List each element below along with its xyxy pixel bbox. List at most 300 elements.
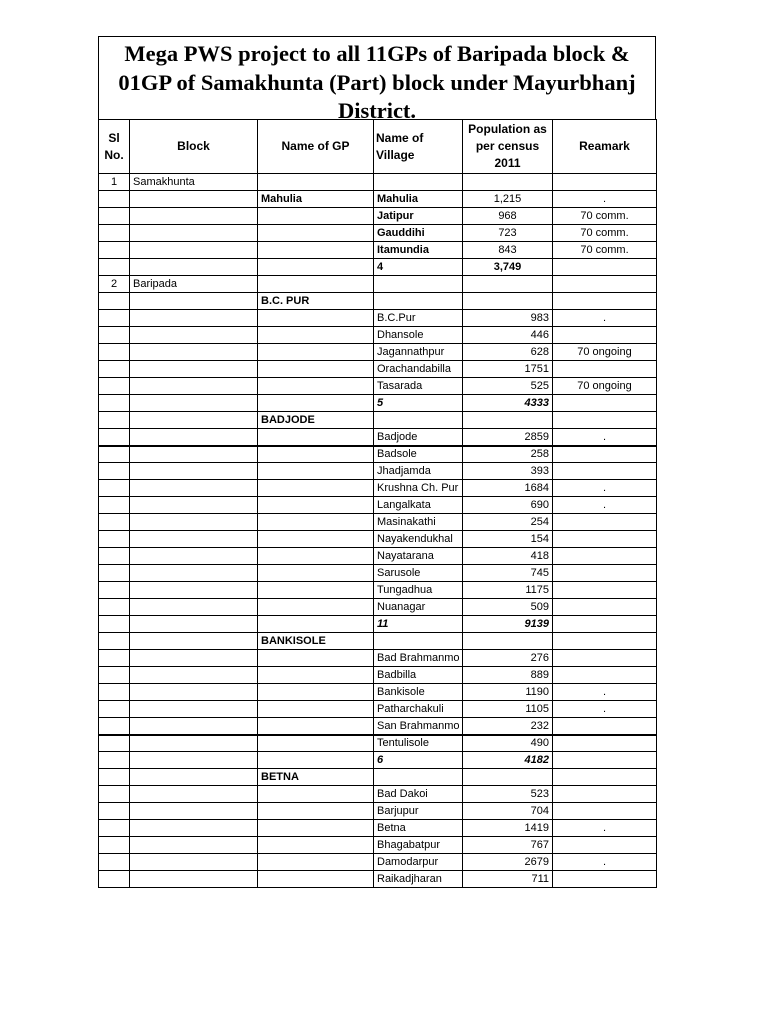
village-name-cell: Bad Dakoi [374,786,463,803]
village-name-cell: Masinakathi [374,514,463,531]
population-cell: 393 [463,463,553,480]
population-cell: 1684 [463,480,553,497]
gp-name-cell [258,463,374,480]
remark-cell: 70 comm. [553,225,657,242]
village-name-cell: Itamundia [374,242,463,259]
population-cell: 1190 [463,684,553,701]
table-row [99,412,657,429]
remark-cell [553,548,657,565]
village-name-cell: Sarusole [374,565,463,582]
remark-cell: . [553,820,657,837]
remark-cell [553,599,657,616]
gp-name-cell [258,820,374,837]
remark-cell: . [553,310,657,327]
block-cell [130,259,258,276]
population-cell: 1,215 [463,191,553,208]
village-name-cell [374,633,463,650]
village-name-cell: Raikadjharan [374,871,463,888]
table-row [99,769,657,786]
table-row [99,429,657,446]
block-cell [130,412,258,429]
gp-name-cell [258,514,374,531]
remark-cell [553,582,657,599]
sl-no-cell [99,463,130,480]
gp-name-cell [258,344,374,361]
remark-cell [553,871,657,888]
sl-no-cell [99,599,130,616]
village-name-cell: Bhagabatpur [374,837,463,854]
population-cell [463,174,553,191]
remark-cell [553,259,657,276]
block-cell [130,480,258,497]
block-cell [130,871,258,888]
gp-name-cell [258,871,374,888]
remark-cell [553,837,657,854]
remark-cell [553,752,657,769]
village-name-cell: Langalkata [374,497,463,514]
sl-no-cell [99,769,130,786]
village-name-cell: Nayatarana [374,548,463,565]
table-row [99,701,657,718]
village-name-cell: Nuanagar [374,599,463,616]
table-row [99,259,657,276]
village-name-cell: Mahulia [374,191,463,208]
sl-no-cell [99,718,130,735]
village-name-cell: Barjupur [374,803,463,820]
population-cell: 446 [463,327,553,344]
gp-name-cell [258,259,374,276]
gp-name-cell [258,242,374,259]
gp-name-cell: B.C. PUR [258,293,374,310]
population-cell: 690 [463,497,553,514]
gp-name-cell [258,599,374,616]
block-cell [130,633,258,650]
remark-cell [553,718,657,735]
gp-name-cell [258,718,374,735]
population-cell: 154 [463,531,553,548]
gp-name-cell [258,786,374,803]
remark-cell: 70 ongoing [553,344,657,361]
population-cell: 4182 [463,752,553,769]
population-cell: 843 [463,242,553,259]
village-name-cell: Jhadjamda [374,463,463,480]
population-cell: 525 [463,378,553,395]
sl-no-cell [99,293,130,310]
gp-name-cell [258,701,374,718]
block-cell: Samakhunta [130,174,258,191]
remark-cell: . [553,684,657,701]
gp-name-cell: BADJODE [258,412,374,429]
table-row [99,378,657,395]
table-row [99,735,657,752]
remark-cell [553,735,657,752]
remark-cell [553,412,657,429]
population-cell: 254 [463,514,553,531]
remark-cell: . [553,480,657,497]
remark-cell [553,667,657,684]
remark-cell [553,650,657,667]
village-name-cell: Dhansole [374,327,463,344]
village-name-cell: Nayakendukhal [374,531,463,548]
block-cell [130,310,258,327]
sl-no-cell: 1 [99,174,130,191]
block-cell [130,361,258,378]
gp-name-cell [258,837,374,854]
village-name-cell [374,276,463,293]
sl-no-cell [99,565,130,582]
table-row [99,616,657,633]
gp-name-cell [258,174,374,191]
sl-no-cell [99,310,130,327]
table-row [99,633,657,650]
population-cell: 2679 [463,854,553,871]
sl-no-cell [99,803,130,820]
table-row [99,446,657,463]
remark-cell [553,293,657,310]
gp-name-cell [258,616,374,633]
remark-cell [553,769,657,786]
village-name-cell: Badjode [374,429,463,446]
header-name-of-village: Name of Village [374,120,463,174]
remark-cell: 70 ongoing [553,378,657,395]
block-cell [130,582,258,599]
village-name-cell: 5 [374,395,463,412]
gp-name-cell [258,446,374,463]
gp-name-cell: Mahulia [258,191,374,208]
village-name-cell: San Brahmanmo [374,718,463,735]
population-cell: 983 [463,310,553,327]
population-cell: 968 [463,208,553,225]
remark-cell [553,446,657,463]
page-title: Mega PWS project to all 11GPs of Baripada block & 01GP of Samakhunta (Part) block under Mayurbhanj District. [98,36,656,119]
block-cell [130,769,258,786]
table-row [99,276,657,293]
population-cell: 1751 [463,361,553,378]
sl-no-cell [99,225,130,242]
block-cell [130,752,258,769]
remark-cell [553,395,657,412]
block-cell [130,395,258,412]
table-row [99,548,657,565]
block-cell [130,514,258,531]
remark-cell [553,327,657,344]
table-body [99,174,657,888]
sl-no-cell [99,514,130,531]
gp-name-cell [258,361,374,378]
header-remark: Reamark [553,120,657,174]
block-cell [130,327,258,344]
village-name-cell: 6 [374,752,463,769]
table-row [99,718,657,735]
village-name-cell: Tungadhua [374,582,463,599]
document-sheet [98,36,656,888]
population-cell: 767 [463,837,553,854]
sl-no-cell [99,446,130,463]
gp-name-cell [258,854,374,871]
sl-no-cell: 2 [99,276,130,293]
table-row [99,582,657,599]
population-cell: 1175 [463,582,553,599]
block-cell [130,191,258,208]
block-cell [130,497,258,514]
block-cell [130,225,258,242]
village-name-cell: Betna [374,820,463,837]
population-cell: 4333 [463,395,553,412]
sl-no-cell [99,616,130,633]
table-row [99,242,657,259]
table-row [99,650,657,667]
population-cell: 1419 [463,820,553,837]
population-cell: 523 [463,786,553,803]
population-cell: 3,749 [463,259,553,276]
village-name-cell: Badbilla [374,667,463,684]
sl-no-cell [99,701,130,718]
gp-name-cell [258,667,374,684]
sl-no-cell [99,259,130,276]
gp-name-cell [258,310,374,327]
table-row [99,837,657,854]
sl-no-cell [99,786,130,803]
table-row [99,174,657,191]
sl-no-cell [99,208,130,225]
block-cell [130,803,258,820]
population-cell: 509 [463,599,553,616]
village-name-cell [374,293,463,310]
remark-cell [553,361,657,378]
sl-no-cell [99,344,130,361]
gp-name-cell: BANKISOLE [258,633,374,650]
header-name-of-gp: Name of GP [258,120,374,174]
table-row [99,514,657,531]
village-name-cell [374,769,463,786]
sl-no-cell [99,378,130,395]
gp-name-cell: BETNA [258,769,374,786]
population-cell: 2859 [463,429,553,446]
block-cell [130,548,258,565]
population-cell: 276 [463,650,553,667]
table-row [99,480,657,497]
table-row [99,225,657,242]
sl-no-cell [99,548,130,565]
population-cell: 258 [463,446,553,463]
table-header-row [99,120,657,174]
village-name-cell: Badsole [374,446,463,463]
table-row [99,497,657,514]
sl-no-cell [99,242,130,259]
table-row [99,327,657,344]
remark-cell [553,633,657,650]
gp-name-cell [258,582,374,599]
population-cell [463,276,553,293]
population-cell: 745 [463,565,553,582]
village-name-cell: Patharchakuli [374,701,463,718]
remark-cell [553,514,657,531]
block-cell [130,684,258,701]
village-name-cell: Krushna Ch. Pur [374,480,463,497]
sl-no-cell [99,820,130,837]
table-row [99,531,657,548]
gp-name-cell [258,735,374,752]
sl-no-cell [99,395,130,412]
sl-no-cell [99,871,130,888]
village-name-cell: Tasarada [374,378,463,395]
sl-no-cell [99,361,130,378]
block-cell [130,429,258,446]
sl-no-cell [99,650,130,667]
sl-no-cell [99,752,130,769]
table-row [99,871,657,888]
village-name-cell: Jagannathpur [374,344,463,361]
remark-cell [553,463,657,480]
population-cell: 1105 [463,701,553,718]
block-cell [130,378,258,395]
sl-no-cell [99,497,130,514]
remark-cell: 70 comm. [553,208,657,225]
sl-no-cell [99,480,130,497]
population-cell: 9139 [463,616,553,633]
remark-cell: 70 comm. [553,242,657,259]
block-cell: Baripada [130,276,258,293]
sl-no-cell [99,429,130,446]
sl-no-cell [99,667,130,684]
gp-name-cell [258,378,374,395]
population-cell: 704 [463,803,553,820]
gp-name-cell [258,650,374,667]
table-row [99,599,657,616]
village-name-cell: Bad Brahmanmo [374,650,463,667]
block-cell [130,616,258,633]
gp-name-cell [258,327,374,344]
village-name-cell: Gauddihi [374,225,463,242]
village-name-cell [374,174,463,191]
population-cell: 711 [463,871,553,888]
gp-name-cell [258,208,374,225]
population-cell [463,633,553,650]
block-cell [130,599,258,616]
gp-name-cell [258,565,374,582]
sl-no-cell [99,854,130,871]
header-block: Block [130,120,258,174]
block-cell [130,446,258,463]
gp-name-cell [258,480,374,497]
sl-no-cell [99,735,130,752]
table-row [99,344,657,361]
table-row [99,395,657,412]
gp-name-cell [258,684,374,701]
block-cell [130,854,258,871]
block-cell [130,565,258,582]
population-cell [463,412,553,429]
population-cell: 490 [463,735,553,752]
remark-cell: . [553,429,657,446]
village-name-cell: Jatipur [374,208,463,225]
table-row [99,786,657,803]
block-cell [130,293,258,310]
header-sl-no: Sl No. [99,120,130,174]
gp-name-cell [258,497,374,514]
remark-cell [553,786,657,803]
block-cell [130,820,258,837]
gp-name-cell [258,752,374,769]
block-cell [130,242,258,259]
remark-cell: . [553,497,657,514]
village-name-cell [374,412,463,429]
remark-cell [553,531,657,548]
village-name-cell: B.C.Pur [374,310,463,327]
table-row [99,191,657,208]
remark-cell [553,803,657,820]
gp-name-cell [258,429,374,446]
sl-no-cell [99,633,130,650]
table-row [99,854,657,871]
village-name-cell: Bankisole [374,684,463,701]
gp-name-cell [258,395,374,412]
village-name-cell: 4 [374,259,463,276]
gp-name-cell [258,803,374,820]
village-population-table [98,119,657,888]
village-name-cell: Orachandabilla [374,361,463,378]
table-row [99,803,657,820]
sl-no-cell [99,412,130,429]
population-cell: 418 [463,548,553,565]
table-row [99,820,657,837]
block-cell [130,786,258,803]
population-cell [463,293,553,310]
table-row [99,684,657,701]
village-name-cell: Damodarpur [374,854,463,871]
block-cell [130,463,258,480]
table-row [99,208,657,225]
block-cell [130,718,258,735]
block-cell [130,701,258,718]
block-cell [130,531,258,548]
gp-name-cell [258,531,374,548]
block-cell [130,208,258,225]
population-cell: 889 [463,667,553,684]
remark-cell: . [553,701,657,718]
village-name-cell: 11 [374,616,463,633]
remark-cell [553,174,657,191]
population-cell: 232 [463,718,553,735]
remark-cell: . [553,191,657,208]
gp-name-cell [258,276,374,293]
sl-no-cell [99,837,130,854]
table-row [99,361,657,378]
table-row [99,565,657,582]
sl-no-cell [99,582,130,599]
table-row [99,310,657,327]
sl-no-cell [99,684,130,701]
table-row [99,463,657,480]
block-cell [130,344,258,361]
sl-no-cell [99,191,130,208]
remark-cell [553,616,657,633]
remark-cell: . [553,854,657,871]
block-cell [130,650,258,667]
table-row [99,752,657,769]
header-population: Population as per census 2011 [463,120,553,174]
table-row [99,667,657,684]
sl-no-cell [99,327,130,344]
remark-cell [553,565,657,582]
village-name-cell: Tentulisole [374,735,463,752]
gp-name-cell [258,548,374,565]
table-row [99,293,657,310]
block-cell [130,667,258,684]
block-cell [130,735,258,752]
gp-name-cell [258,225,374,242]
population-cell: 628 [463,344,553,361]
